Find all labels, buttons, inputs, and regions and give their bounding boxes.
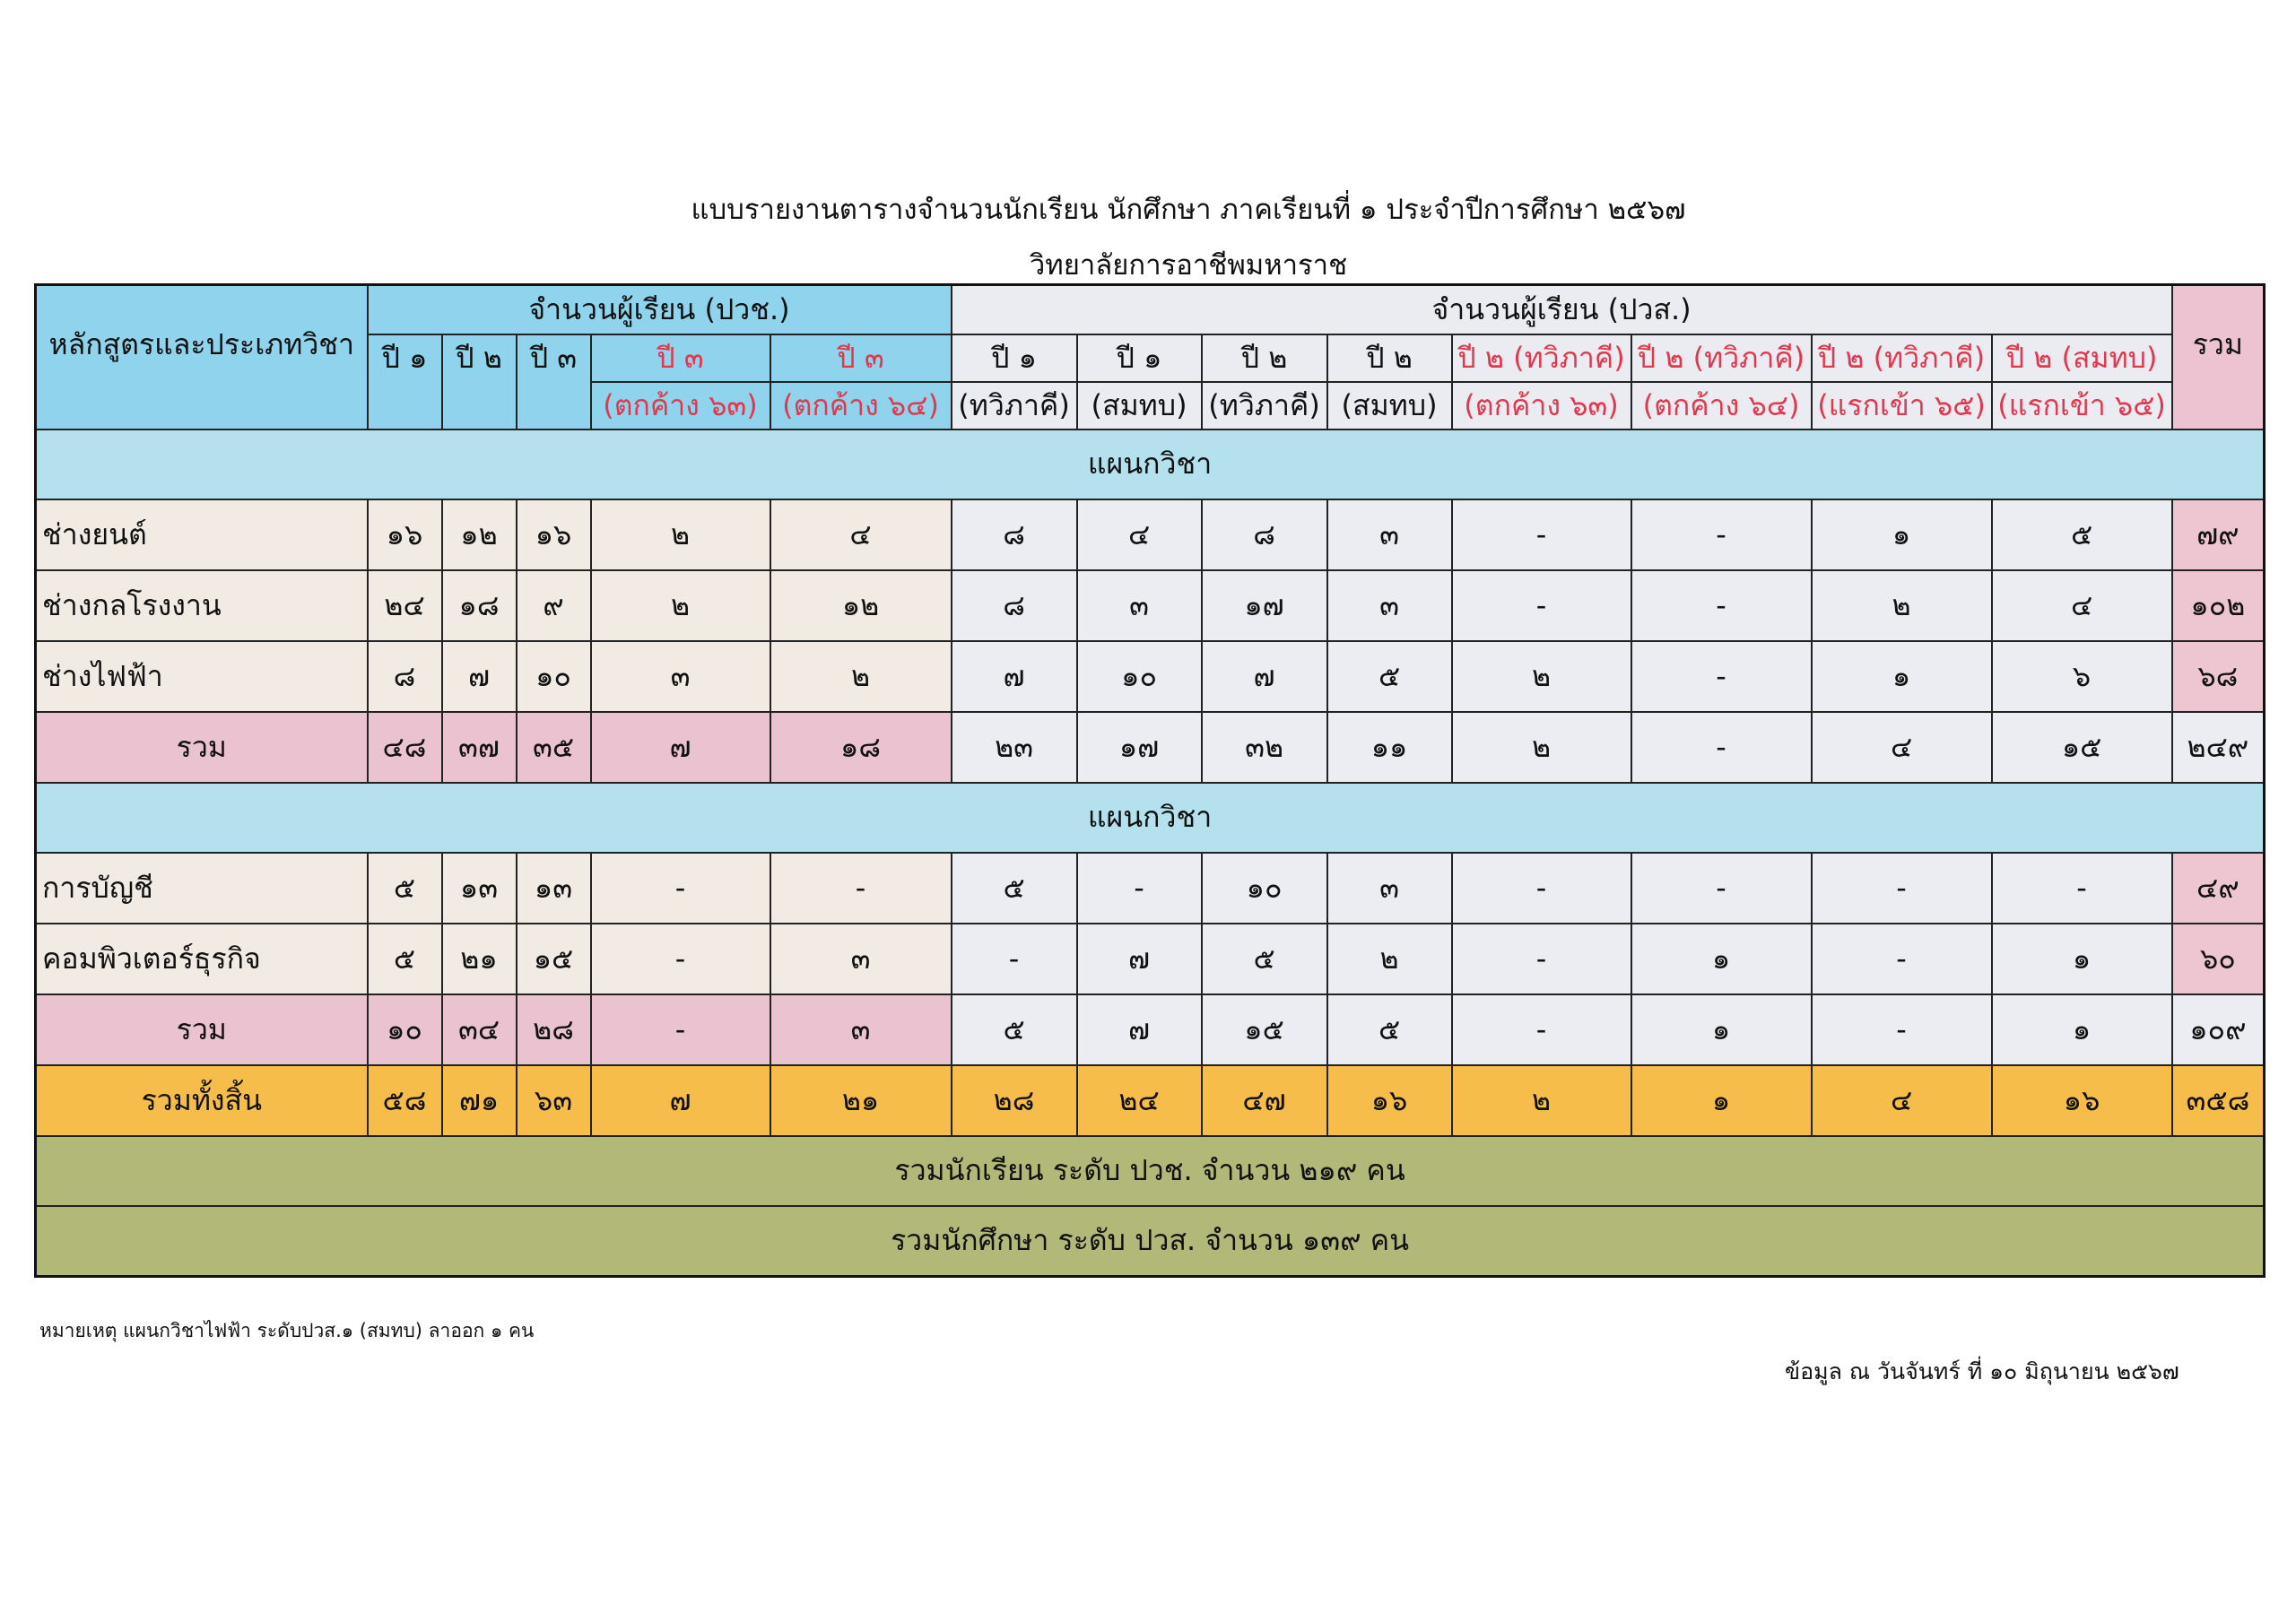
- row-total-cell: ๖๘: [2172, 641, 2265, 712]
- table-cell: -: [591, 994, 770, 1065]
- table-cell: ๕: [368, 924, 442, 994]
- table-cell: ๑๓: [517, 853, 591, 924]
- table-cell: ๗: [591, 712, 770, 783]
- pvoc-col-header-sub: [442, 382, 517, 430]
- pvoc-col-header-year: ปี ๓: [517, 334, 591, 382]
- table-cell: ๔: [770, 499, 952, 570]
- hvoc-col-header-year: ปี ๒ (ทวิภาคี): [1452, 334, 1631, 382]
- section-label: แผนกวิชา: [36, 783, 2265, 853]
- row-label: รวม: [36, 712, 368, 783]
- table-cell: -: [770, 853, 952, 924]
- table-cell: ๘: [952, 570, 1077, 641]
- table-cell: ๗: [591, 1065, 770, 1136]
- table-cell: -: [1992, 853, 2172, 924]
- table-cell: ๓๒: [1202, 712, 1327, 783]
- table-cell: ๑: [1812, 641, 1992, 712]
- table-cell: ๑๘: [442, 570, 517, 641]
- table-cell: ๒๓: [952, 712, 1077, 783]
- table-cell: -: [1631, 641, 1812, 712]
- table-cell: ๓: [770, 924, 952, 994]
- table-row: [36, 570, 2265, 641]
- row-total-cell: ๒๔๙: [2172, 712, 2265, 783]
- table-cell: -: [591, 924, 770, 994]
- subtotal-row: [36, 994, 2265, 1065]
- table-cell: ๓: [1327, 853, 1452, 924]
- table-row: [36, 924, 2265, 994]
- table-cell: -: [1631, 712, 1812, 783]
- table-cell: ๑๕: [517, 924, 591, 994]
- table-cell: ๑๐: [1202, 853, 1327, 924]
- pvoc-col-header-sub: [517, 382, 591, 430]
- table-cell: ๑: [1631, 924, 1812, 994]
- table-cell: ๔: [1812, 712, 1992, 783]
- table-cell: ๒: [770, 641, 952, 712]
- table-cell: -: [591, 853, 770, 924]
- table-cell: ๕: [1327, 994, 1452, 1065]
- table-cell: ๓๕: [517, 712, 591, 783]
- pvoc-col-header-sub: (ตกค้าง ๖๓): [591, 382, 770, 430]
- pvoc-col-header-sub: [368, 382, 442, 430]
- header-row-groups: [36, 285, 2265, 334]
- table-cell: ๑: [1631, 1065, 1812, 1136]
- student-count-table: [34, 283, 2266, 1278]
- header-row-year: [36, 334, 2265, 382]
- table-cell: ๕: [368, 853, 442, 924]
- table-cell: -: [1452, 499, 1631, 570]
- table-cell: ๑๖: [517, 499, 591, 570]
- hvoc-col-header-sub: (ทวิภาคี): [1202, 382, 1327, 430]
- table-cell: -: [1631, 499, 1812, 570]
- table-cell: ๔: [1992, 570, 2172, 641]
- row-label: รวมทั้งสิ้น: [36, 1065, 368, 1136]
- pvoc-col-header-sub: (ตกค้าง ๖๔): [770, 382, 952, 430]
- table-row: [36, 853, 2265, 924]
- table-cell: ๑๖: [368, 499, 442, 570]
- table-cell: ๑๘: [770, 712, 952, 783]
- hvoc-group-header: จำนวนผู้เรียน (ปวส.): [952, 285, 2172, 334]
- hvoc-summary-row: [36, 1206, 2265, 1277]
- college-name: วิทยาลัยการอาชีพมหาราช: [1029, 249, 1348, 282]
- course-header: หลักสูตรและประเภทวิชา: [36, 285, 368, 430]
- hvoc-col-header-sub: (ตกค้าง ๖๔): [1631, 382, 1812, 430]
- table-cell: ๗: [1077, 994, 1202, 1065]
- table-cell: ๑๗: [1077, 712, 1202, 783]
- hvoc-col-header-sub: (สมทบ): [1077, 382, 1202, 430]
- table-cell: ๓: [1077, 570, 1202, 641]
- table-cell: -: [1452, 924, 1631, 994]
- table-cell: ๑๐: [1077, 641, 1202, 712]
- table-cell: ๕: [1992, 499, 2172, 570]
- table-cell: ๒: [1452, 712, 1631, 783]
- table-cell: -: [1631, 570, 1812, 641]
- section-header-row: [36, 783, 2265, 853]
- pvoc-col-header-year: ปี ๓: [591, 334, 770, 382]
- table-cell: ๗: [952, 641, 1077, 712]
- row-label: รวม: [36, 994, 368, 1065]
- table-row: [36, 499, 2265, 570]
- table-cell: -: [1452, 570, 1631, 641]
- pvoc-summary-row: [36, 1136, 2265, 1206]
- hvoc-col-header-year: ปี ๒: [1202, 334, 1327, 382]
- table-cell: ๑: [1992, 924, 2172, 994]
- table-cell: ๑: [1992, 994, 2172, 1065]
- table-cell: ๓: [1327, 570, 1452, 641]
- table-cell: ๘: [368, 641, 442, 712]
- table-cell: ๙: [517, 570, 591, 641]
- table-cell: ๗: [1202, 641, 1327, 712]
- table-cell: ๒: [1452, 641, 1631, 712]
- table-row: [36, 641, 2265, 712]
- table-cell: ๓: [770, 994, 952, 1065]
- table-cell: ๑๖: [1327, 1065, 1452, 1136]
- table-cell: ๒: [1452, 1065, 1631, 1136]
- table-cell: ๔: [1077, 499, 1202, 570]
- report-title: แบบรายงานตารางจำนวนนักเรียน นักศึกษา ภาคเรียนที่ ๑ ประจำปีการศึกษา ๒๕๖๗: [691, 194, 1686, 226]
- table-cell: ๖: [1992, 641, 2172, 712]
- table-cell: ๑๗: [1202, 570, 1327, 641]
- data-date: ข้อมูล ณ วันจันทร์ ที่ ๑๐ มิถุนายน ๒๕๖๗: [1785, 1358, 2179, 1384]
- row-label: ช่างกลโรงงาน: [36, 570, 368, 641]
- table-cell: ๗๑: [442, 1065, 517, 1136]
- table-cell: ๑๕: [1202, 994, 1327, 1065]
- table-cell: ๒๔: [368, 570, 442, 641]
- table-cell: ๔๗: [1202, 1065, 1327, 1136]
- table-cell: ๓๔: [442, 994, 517, 1065]
- hvoc-col-header-sub: (ตกค้าง ๖๓): [1452, 382, 1631, 430]
- table-cell: ๒: [591, 570, 770, 641]
- table-cell: -: [1812, 924, 1992, 994]
- table-cell: ๑๕: [1992, 712, 2172, 783]
- hvoc-col-header-year: ปี ๒ (ทวิภาคี): [1812, 334, 1992, 382]
- table-cell: -: [952, 924, 1077, 994]
- pvoc-col-header-year: ปี ๒: [442, 334, 517, 382]
- table-cell: ๑: [1812, 499, 1992, 570]
- hvoc-col-header-sub: (แรกเข้า ๖๕): [1992, 382, 2172, 430]
- pvoc-col-header-year: ปี ๓: [770, 334, 952, 382]
- section-label: แผนกวิชา: [36, 430, 2265, 499]
- row-total-cell: ๓๕๘: [2172, 1065, 2265, 1136]
- table-cell: ๓: [591, 641, 770, 712]
- hvoc-summary-row-text: รวมนักศึกษา ระดับ ปวส. จำนวน ๑๓๙ คน: [36, 1206, 2265, 1277]
- table-cell: ๓๗: [442, 712, 517, 783]
- table-cell: ๒๘: [952, 1065, 1077, 1136]
- table-cell: ๑๓: [442, 853, 517, 924]
- table-cell: ๑๐: [368, 994, 442, 1065]
- table-cell: ๒๑: [442, 924, 517, 994]
- table-cell: ๖๓: [517, 1065, 591, 1136]
- pvoc-col-header-year: ปี ๑: [368, 334, 442, 382]
- row-label: การบัญชี: [36, 853, 368, 924]
- pvoc-group-header: จำนวนผู้เรียน (ปวช.): [368, 285, 952, 334]
- hvoc-col-header-year: ปี ๒ (สมทบ): [1992, 334, 2172, 382]
- table-cell: -: [1812, 994, 1992, 1065]
- row-total-cell: ๑๐๙: [2172, 994, 2265, 1065]
- subtotal-row: [36, 712, 2265, 783]
- hvoc-col-header-year: ปี ๑: [952, 334, 1077, 382]
- hvoc-col-header-year: ปี ๑: [1077, 334, 1202, 382]
- row-total-cell: ๗๙: [2172, 499, 2265, 570]
- table-cell: ๑๖: [1992, 1065, 2172, 1136]
- section-header-row: [36, 430, 2265, 499]
- table-cell: ๗: [442, 641, 517, 712]
- table-cell: ๕๘: [368, 1065, 442, 1136]
- table-cell: ๑๐: [517, 641, 591, 712]
- table-cell: ๘: [1202, 499, 1327, 570]
- remark-note: หมายเหตุ แผนกวิชาไฟฟ้า ระดับปวส.๑ (สมทบ) ลาออก ๑ คน: [39, 1320, 535, 1341]
- table-cell: ๔๘: [368, 712, 442, 783]
- table-cell: ๔: [1812, 1065, 1992, 1136]
- table-cell: -: [1812, 853, 1992, 924]
- table-cell: -: [1452, 994, 1631, 1065]
- hvoc-col-header-year: ปี ๒: [1327, 334, 1452, 382]
- header-row-subtype: [36, 382, 2265, 430]
- row-total-cell: ๔๙: [2172, 853, 2265, 924]
- row-label: คอมพิวเตอร์ธุรกิจ: [36, 924, 368, 994]
- hvoc-col-header-sub: (สมทบ): [1327, 382, 1452, 430]
- table-cell: ๕: [1327, 641, 1452, 712]
- table-cell: -: [1077, 853, 1202, 924]
- grand-total-row: [36, 1065, 2265, 1136]
- row-label: ช่างยนต์: [36, 499, 368, 570]
- table-cell: ๒๘: [517, 994, 591, 1065]
- row-total-cell: ๖๐: [2172, 924, 2265, 994]
- table-cell: ๑: [1631, 994, 1812, 1065]
- table-cell: ๓: [1327, 499, 1452, 570]
- table-cell: ๑๒: [770, 570, 952, 641]
- table-cell: ๕: [1202, 924, 1327, 994]
- table-cell: ๕: [952, 994, 1077, 1065]
- hvoc-col-header-sub: (แรกเข้า ๖๕): [1812, 382, 1992, 430]
- table-cell: ๗: [1077, 924, 1202, 994]
- table-cell: ๒๔: [1077, 1065, 1202, 1136]
- table-cell: ๒๑: [770, 1065, 952, 1136]
- pvoc-summary-row-text: รวมนักเรียน ระดับ ปวช. จำนวน ๒๑๙ คน: [36, 1136, 2265, 1206]
- hvoc-col-header-year: ปี ๒ (ทวิภาคี): [1631, 334, 1812, 382]
- table-cell: ๘: [952, 499, 1077, 570]
- row-label: ช่างไฟฟ้า: [36, 641, 368, 712]
- table-cell: ๒: [1812, 570, 1992, 641]
- hvoc-col-header-sub: (ทวิภาคี): [952, 382, 1077, 430]
- table-cell: -: [1631, 853, 1812, 924]
- table-cell: ๑๒: [442, 499, 517, 570]
- table-cell: ๒: [591, 499, 770, 570]
- table-cell: -: [1452, 853, 1631, 924]
- table-cell: ๑๑: [1327, 712, 1452, 783]
- table-cell: ๕: [952, 853, 1077, 924]
- table-cell: ๒: [1327, 924, 1452, 994]
- total-header: รวม: [2172, 285, 2265, 430]
- row-total-cell: ๑๐๒: [2172, 570, 2265, 641]
